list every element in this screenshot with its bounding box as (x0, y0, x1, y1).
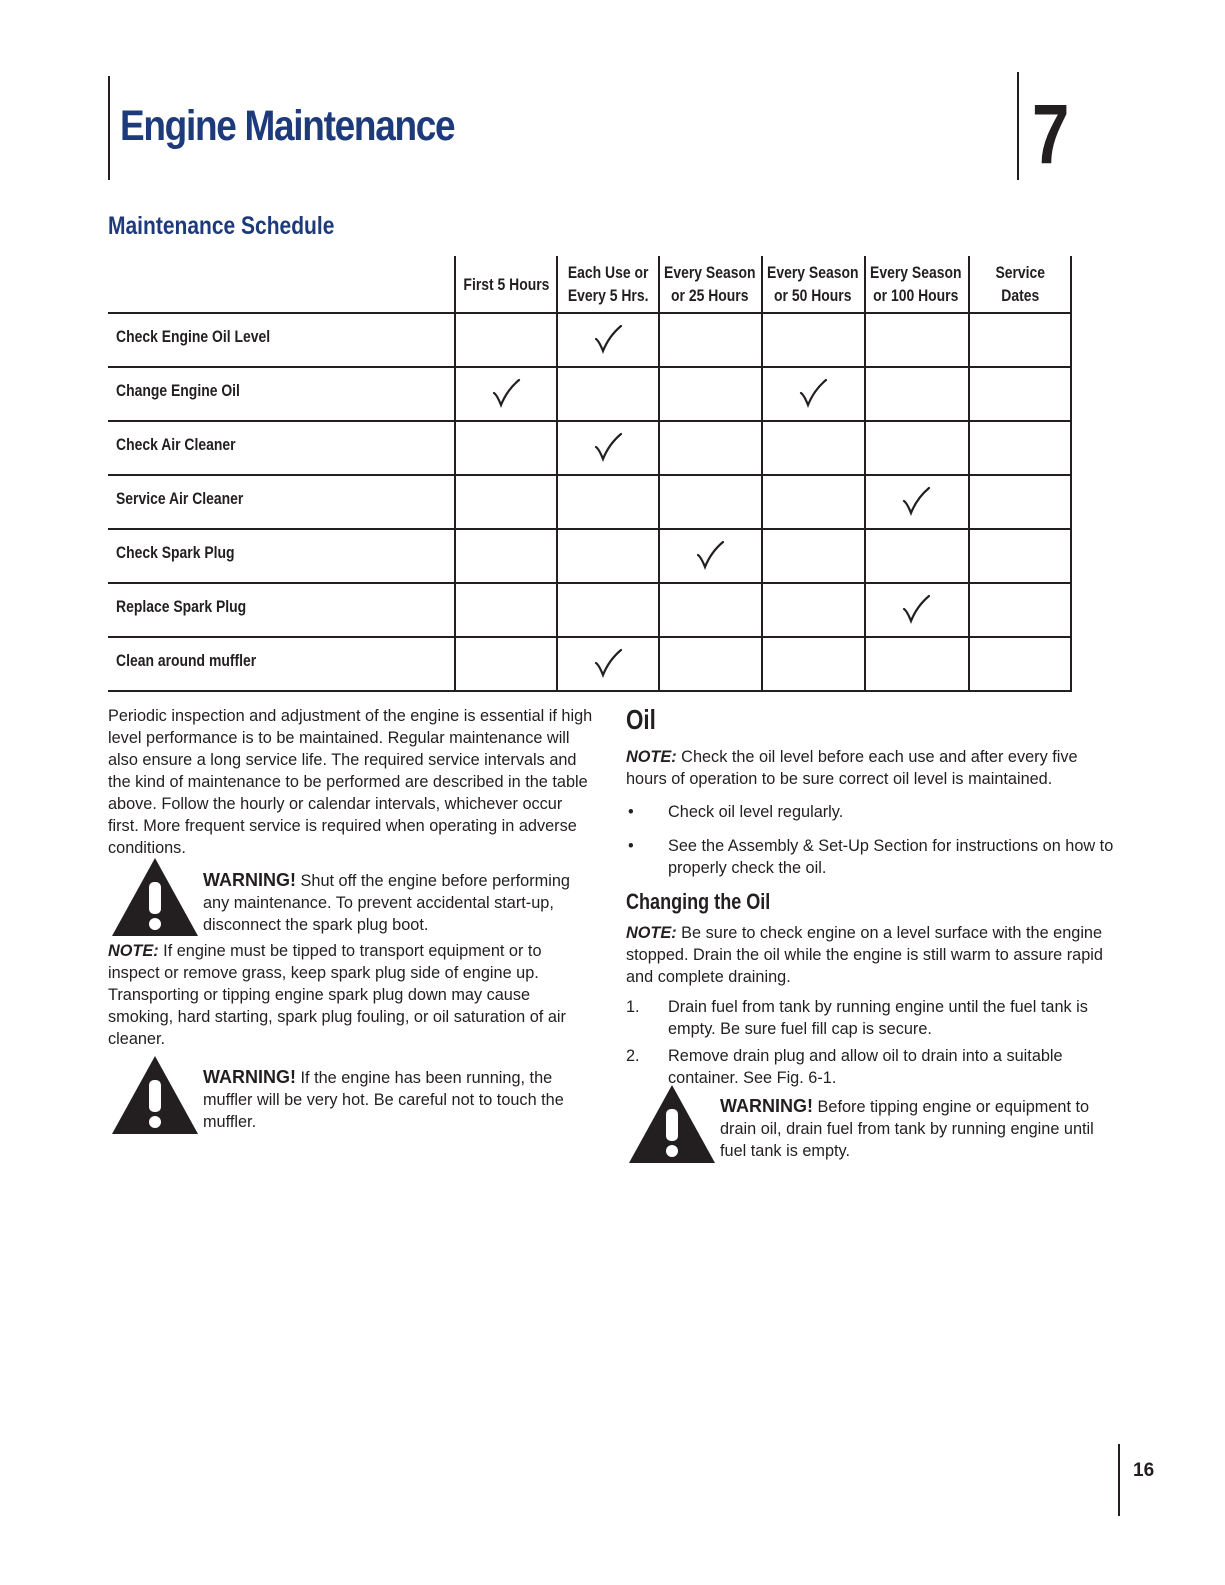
column-header (659, 256, 761, 312)
column-header-label: Every Season or 100 Hours (870, 263, 962, 305)
table-row-border (108, 636, 1071, 638)
maintenance-schedule-table (108, 256, 1082, 694)
row-label: Service Air Cleaner (116, 489, 244, 508)
changing-oil-note (626, 922, 1116, 988)
table-header-border (108, 312, 1071, 314)
warning-text: Shut off the engine before performing any maintenance. To prevent accidental start-up, disconnect the spark plug boot. (203, 872, 570, 934)
chapter-number: 7 (1032, 87, 1070, 181)
table-row-border (108, 420, 1071, 422)
table-row-border (108, 366, 1071, 368)
checkmark-icon (593, 432, 623, 462)
bullet-marker: • (628, 837, 634, 855)
table-column-border (556, 256, 558, 692)
checkmark-icon (491, 378, 521, 408)
row-label: Check Air Cleaner (116, 435, 236, 454)
step-number: 1. (626, 998, 640, 1016)
row-label: Check Spark Plug (116, 543, 235, 562)
warning-shut-off (203, 869, 593, 936)
table-row-border (108, 690, 1071, 692)
note-text: Be sure to check engine on a level surface with the engine stopped. Drain the oil while the engine is still warm to assure rapid and complete draining. (626, 924, 1103, 986)
warning-label: WARNING! (720, 1096, 813, 1116)
step-number: 2. (626, 1047, 640, 1065)
table-column-border (1070, 256, 1072, 692)
oil-heading: Oil (626, 704, 656, 735)
column-header (557, 256, 659, 312)
page-number: 16 (1133, 1460, 1155, 1481)
warning-tipping (720, 1095, 1120, 1162)
oil-note (626, 746, 1116, 790)
footer-rule (1118, 1444, 1120, 1516)
column-header (865, 256, 967, 312)
note-tipping (108, 940, 593, 1050)
table-row-border (108, 582, 1071, 584)
checkmark-icon (901, 486, 931, 516)
header-rule-right (1017, 72, 1019, 180)
table-column-border (864, 256, 866, 692)
checkmark-icon (695, 540, 725, 570)
warning-muffler (203, 1066, 593, 1133)
step-text: Remove drain plug and allow oil to drain into a suitable container. See Fig. 6-1. (668, 1047, 1063, 1087)
note-text: Check the oil level before each use and after every five hours of operation to be sure correct oil level is maintained. (626, 748, 1078, 788)
warning-triangle-icon (627, 1083, 717, 1165)
checkmark-icon (593, 324, 623, 354)
section-title: Maintenance Schedule (108, 212, 335, 240)
column-header-label: Service Dates (995, 263, 1045, 305)
note-label: NOTE: (626, 748, 677, 766)
checkmark-icon (798, 378, 828, 408)
warning-triangle-icon (110, 856, 200, 938)
column-header (969, 256, 1071, 312)
warning-triangle-icon (110, 1054, 200, 1136)
step-text: Drain fuel from tank by running engine until the fuel tank is empty. Be sure fuel fill cap is secure. (668, 998, 1088, 1038)
bullet-item: See the Assembly & Set-Up Section for instructions on how to properly check the oil. (668, 837, 1114, 877)
table-column-border (658, 256, 660, 692)
row-label: Check Engine Oil Level (116, 327, 271, 346)
warning-label: WARNING! (203, 1067, 296, 1087)
bullet-item: Check oil level regularly. (668, 803, 844, 821)
header-rule-left (108, 76, 110, 180)
row-label: Replace Spark Plug (116, 597, 247, 616)
note-label: NOTE: (108, 942, 159, 960)
table-column-border (968, 256, 970, 692)
row-label: Change Engine Oil (116, 381, 240, 400)
table-column-border (761, 256, 763, 692)
note-text: If engine must be tipped to transport equipment or to inspect or remove grass, keep spark plug side of engine up. Transporting or tipping engine spark plug down may cause smoking, hard starting, spark plug fouling, or oil saturation of air cleaner. (108, 942, 566, 1048)
row-label: Clean around muffler (116, 651, 257, 670)
chapter-title: Engine Maintenance (120, 102, 455, 150)
table-row-border (108, 528, 1071, 530)
column-header (762, 256, 864, 312)
column-header-label: Each Use or Every 5 Hrs. (567, 263, 649, 305)
column-header-label: Every Season or 50 Hours (767, 263, 859, 305)
changing-oil-heading: Changing the Oil (626, 889, 771, 914)
warning-text: Before tipping engine or equipment to drain oil, drain fuel from tank by running engine until fuel tank is empty. (720, 1098, 1094, 1160)
column-header-label: Every Season or 25 Hours (664, 263, 756, 305)
warning-label: WARNING! (203, 870, 296, 890)
checkmark-icon (593, 648, 623, 678)
warning-text: If the engine has been running, the muffler will be very hot. Be careful not to touch the muffler. (203, 1069, 564, 1131)
column-header (455, 256, 557, 312)
bullet-marker: • (628, 803, 634, 821)
intro-paragraph: Periodic inspection and adjustment of the engine is essential if high level performance is to be maintained. Regular maintenance will also ensure a long service life. The required service intervals and the kind of maintenance to be performed are described in the table above. Follow the hourly or calendar intervals, whichever occur first. More frequent service is required when operating in adverse conditions. (108, 707, 593, 857)
table-column-border (454, 256, 456, 692)
column-header-label: First 5 Hours (463, 274, 550, 294)
checkmark-icon (901, 594, 931, 624)
note-label: NOTE: (626, 924, 677, 942)
table-row-border (108, 474, 1071, 476)
